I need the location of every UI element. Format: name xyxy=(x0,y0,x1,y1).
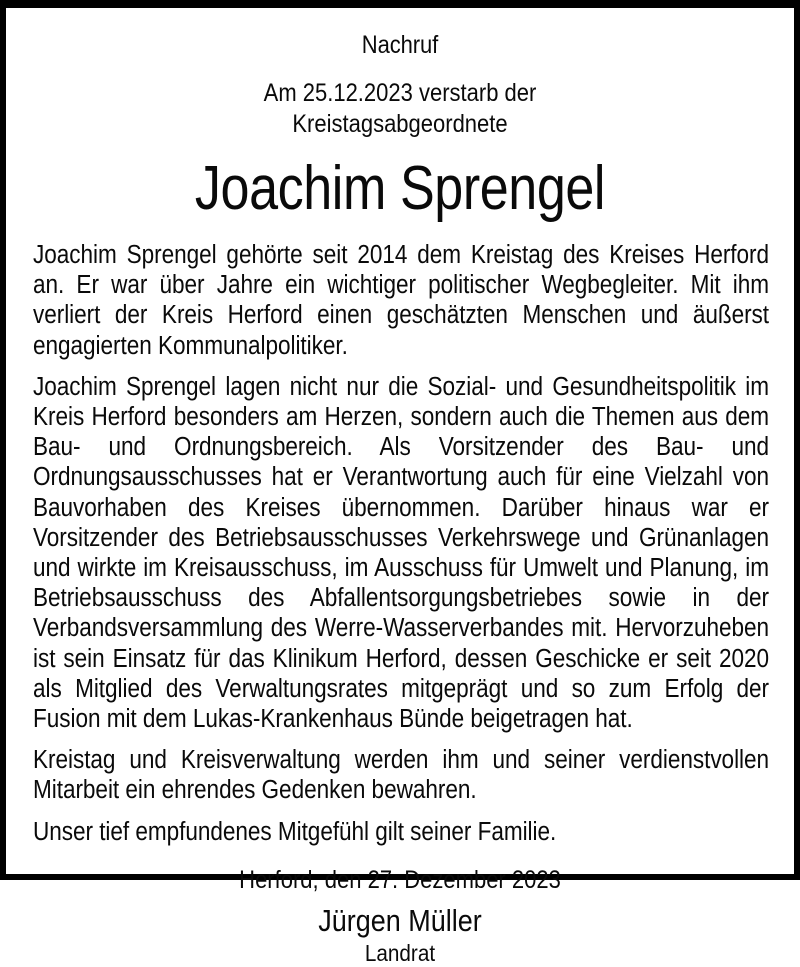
signature-block xyxy=(32,865,768,967)
signer-name: Jürgen Müller xyxy=(318,902,482,938)
deceased-name: Joachim Sprengel xyxy=(194,154,606,223)
body-paragraph-2: Joachim Sprengel lagen nicht nur die Sozial- und Gesundheitspolitik im Kreis Herford besonders am Herzen, sondern auch die Themen aus dem Bau- und Ordnungsbereich. Als Vorsitzender des Bau- und Ordnungsausschusses hat er Verantwortung auch für eine Vielzahl von Bauvorhaben des Kreises übernommen. Darüber hinaus war er Vorsitzender des Betriebsausschusses Verkehrswege und Grünanlagen und wirkte im Kreisausschuss, im Ausschuss für Umwelt und Planung, im Betriebsausschuss des Abfallentsorgungsbetriebes sowie in der Verbandsversammlung des Werre-Wasserverbandes mit. Hervorzuheben ist sein Einsatz für das Klinikum Herford, dessen Geschicke er seit 2020 als Mitglied des Verwaltungsrates mitgeprägt und so zum Erfolg der Fusion mit dem Lukas-Krankenhaus Bünde beigetragen hat. xyxy=(33,372,770,734)
signer-title: Landrat xyxy=(364,939,436,966)
body-paragraph-3: Kreistag und Kreisverwaltung werden ihm und seiner verdienstvollen Mitarbeit ein ehrendes Gedenken bewahren. xyxy=(33,746,770,805)
notice-heading-block xyxy=(32,30,768,140)
obituary-sheet xyxy=(6,8,794,966)
notice-heading: Nachruf xyxy=(361,31,439,59)
place-and-date: Herford, den 27. Dezember 2023 xyxy=(239,865,561,894)
obituary-body xyxy=(33,240,769,847)
body-paragraph-4: Unser tief empfundenes Mitgefühl gilt seiner Familie. xyxy=(33,817,557,846)
body-paragraph-1: Joachim Sprengel gehörte seit 2014 dem Kreistag des Kreises Herford an. Er war über Jahre ein wichtiger politischer Wegbegleiter. Mit ihm verliert der Kreis Herford einen geschätzten Menschen und äußerst engagierten Kommunalpolitiker. xyxy=(33,241,770,360)
preamble-line-1: Am 25.12.2023 verstarb der xyxy=(263,79,537,107)
notice-preamble xyxy=(76,78,724,140)
preamble-line-2: Kreistagsabgeordnete xyxy=(292,110,508,138)
